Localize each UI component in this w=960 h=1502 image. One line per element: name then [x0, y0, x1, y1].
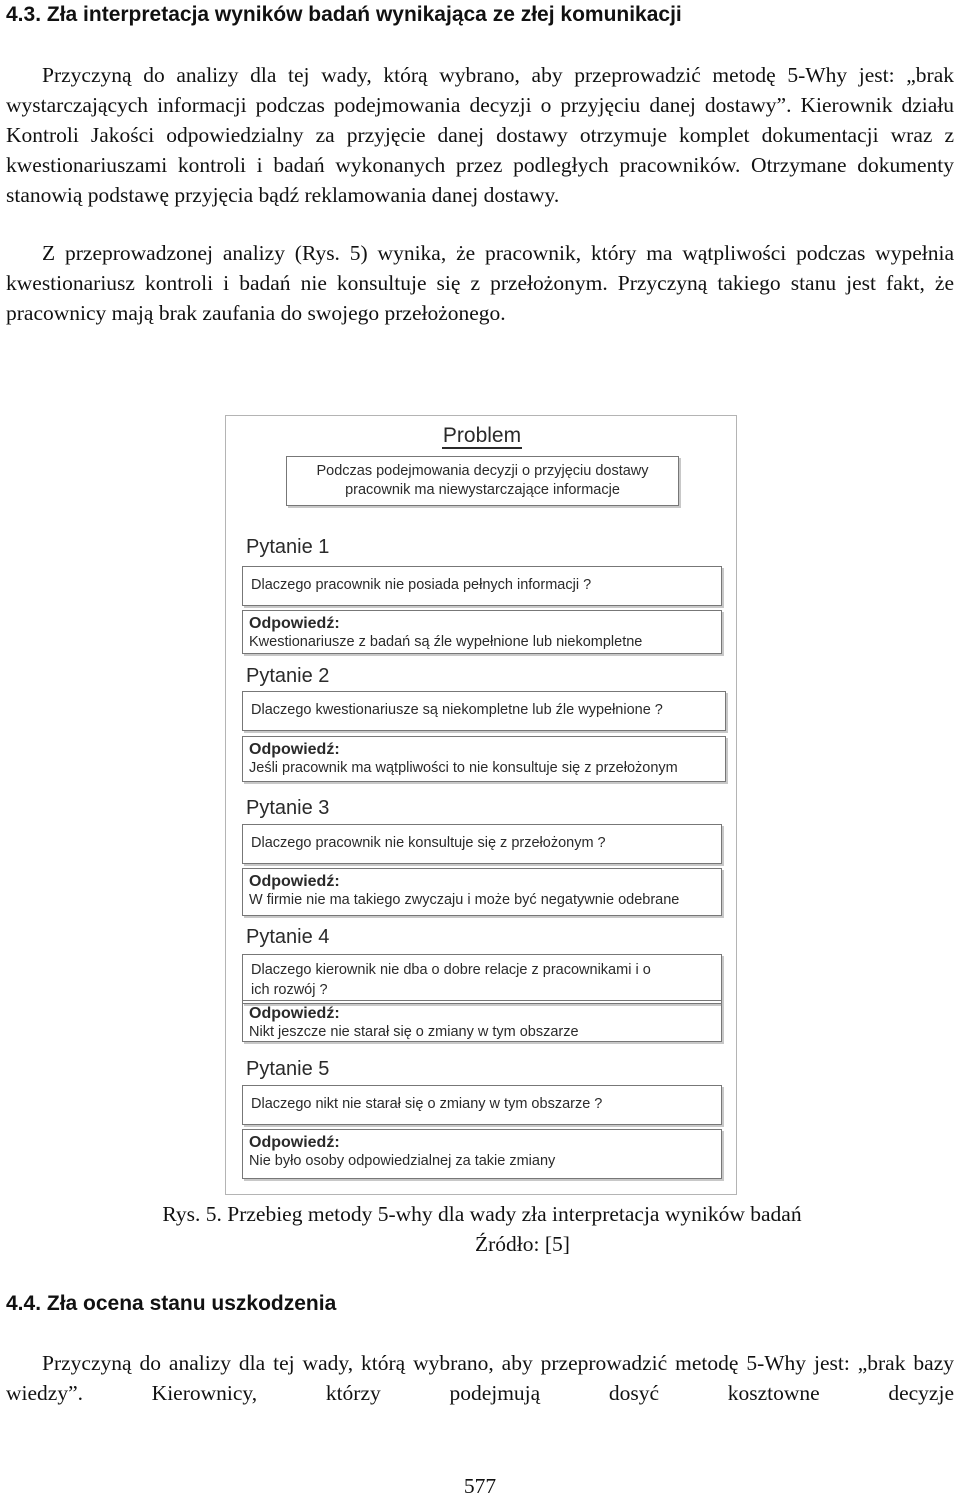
question-box-4: Dlaczego kierownik nie dba o dobre relacje z pracownikami i o ich rozwój ? — [242, 954, 722, 1004]
answer-label: Odpowiedź: — [249, 1134, 340, 1151]
answer-label: Odpowiedź: — [249, 1005, 340, 1022]
question-box-5: Dlaczego nikt nie starał się o zmiany w tym obszarze ? — [242, 1085, 722, 1125]
figure-title: Problem — [442, 424, 522, 447]
question-label-2: Pytanie 2 — [246, 665, 330, 687]
paragraph-4-3-intro — [6, 60, 954, 210]
answer-box-3 — [242, 868, 722, 916]
question-label-5: Pytanie 5 — [246, 1058, 330, 1080]
answer-label: Odpowiedź: — [249, 741, 340, 758]
question-label-1: Pytanie 1 — [246, 536, 330, 558]
question-label-4: Pytanie 4 — [246, 926, 330, 948]
answer-box-1 — [242, 610, 722, 654]
section-heading-4-3: 4.3. Zła interpretacja wyników badań wynikająca ze złej komunikacji — [6, 3, 682, 26]
answer-text: Nikt jeszcze nie starał się o zmiany w tym obszarze — [249, 1024, 579, 1040]
paragraph-4-4-intro — [6, 1348, 954, 1408]
answer-text: Nie było osoby odpowiedzialnej za takie zmiany — [249, 1153, 556, 1169]
section-heading-4-4: 4.4. Zła ocena stanu uszkodzenia — [6, 1292, 337, 1315]
answer-box-5 — [242, 1129, 722, 1179]
page-number: 577 — [463, 1474, 497, 1498]
answer-label: Odpowiedź: — [249, 873, 340, 890]
five-why-figure — [225, 415, 737, 1195]
paragraph-text: Przyczyną do analizy dla tej wady, którą wybrano, aby przeprowadzić metodę 5-Why jest: „brak bazy wiedzy”. Kierownicy, którzy podejmują dosyć kosztowne decyzje — [6, 1351, 954, 1405]
question-box-1: Dlaczego pracownik nie posiada pełnych informacji ? — [242, 566, 722, 606]
problem-box: Podczas podejmowania decyzji o przyjęciu dostawy pracownik ma niewystarczające informacje — [286, 456, 679, 506]
answer-text: Kwestionariusze z badań są źle wypełnione lub niekompletne — [249, 634, 643, 650]
paragraph-text: Z przeprowadzonej analizy (Rys. 5) wynika, że pracownik, który ma wątpliwości podczas wypełnia kwestionariusz kontroli i badań nie konsultuje się z przełożonym. Przyczyną takiego stanu jest fakt, że pracownicy mają brak zaufania do swojego przełożonego. — [6, 241, 954, 325]
answer-box-4 — [242, 1000, 722, 1042]
answer-box-2 — [242, 736, 726, 782]
paragraph-text: Przyczyną do analizy dla tej wady, którą wybrano, aby przeprowadzić metodę 5-Why jest: „brak wystarczających informacji podczas podejmowania decyzji o przyjęciu danej dostawy”. Kierownik działu Kontroli Jakości odpowiedzialny za przyjęcie danej dostawy otrzymuje komplet dokumentacji wraz z kwestionariuszami kontroli i badań wykonanych przez podległych pracowników. Otrzymane dokumenty stanowią podstawę przyjęcia bądź reklamowania danej dostawy. — [6, 63, 954, 207]
figure-caption: Rys. 5. Przebieg metody 5-why dla wady zła interpretacja wyników badań — [162, 1202, 802, 1226]
question-box-3: Dlaczego pracownik nie konsultuje się z przełożonym ? — [242, 824, 722, 864]
answer-label: Odpowiedź: — [249, 615, 340, 632]
answer-text: Jeśli pracownik ma wątpliwości to nie konsultuje się z przełożonym — [249, 760, 678, 776]
answer-text: W firmie nie ma takiego zwyczaju i może być negatywnie odebrane — [249, 892, 680, 908]
question-box-2: Dlaczego kwestionariusze są niekompletne lub źle wypełnione ? — [242, 691, 726, 731]
figure-source: Źródło: [5] — [475, 1232, 570, 1256]
question-label-3: Pytanie 3 — [246, 797, 330, 819]
paragraph-4-3-analysis — [6, 238, 954, 328]
